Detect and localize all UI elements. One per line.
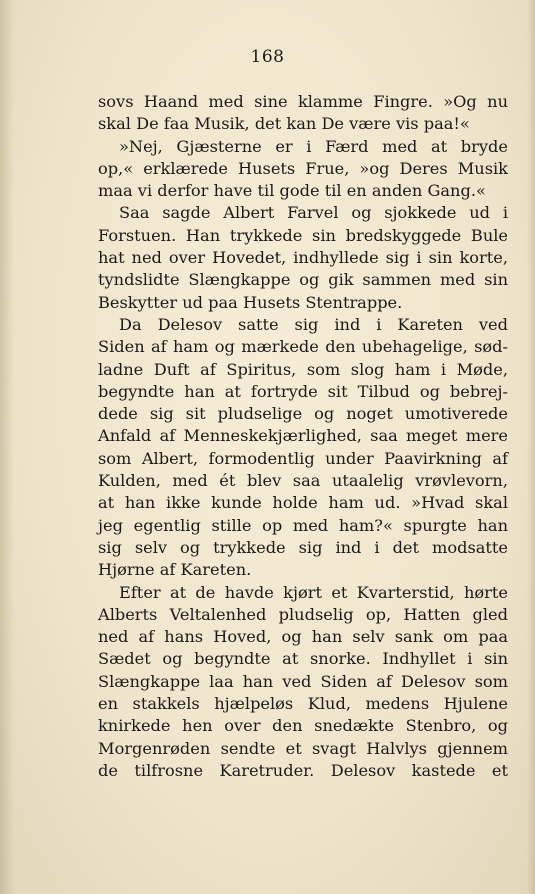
text-line: tyndslidte Slængkappe og gik sammen med sin: [98, 270, 508, 290]
text-line: Forstuen. Han trykkede sin bredskyggede Bule: [98, 225, 508, 245]
text-line: jeg egentlig stille op med ham?« spurgte han: [98, 515, 508, 535]
text-line: hat ned over Hovedet, indhyllede sig i sin korte,: [98, 248, 508, 268]
text-line: »Nej, Gjæsterne er i Færd med at bryde: [119, 136, 508, 156]
text-line: maa vi derfor have til gode til en anden Gang.«: [98, 181, 486, 201]
text-line: Sædet og begyndte at snorke. Indhyllet i sin: [98, 649, 508, 669]
text-line: Hjørne af Kareten.: [98, 560, 252, 580]
text-line: Efter at de havde kjørt et Kvarterstid, hørte: [119, 582, 508, 602]
text-line: Slængkappe laa han ved Siden af Delesov som: [98, 671, 508, 691]
text-line: knirkede hen over den snedækte Stenbro, og: [98, 716, 508, 736]
text-line: Siden af ham og mærkede den ubehagelige, sød-: [98, 337, 508, 357]
text-line: sovs Haand med sine klamme Fingre. »Og nu: [98, 92, 508, 111]
text-line: dede sig sit pludselige og noget umotiverede: [98, 404, 508, 424]
text-line: at han ikke kunde holde ham ud. »Hvad skal: [98, 493, 508, 513]
text-line: op,« erklærede Husets Frue, »og Deres Musik: [98, 158, 508, 178]
text-line: Kulden, med ét blev saa utaalelig vrøvlevorn,: [98, 471, 508, 491]
page-edge-shadow: [527, 0, 535, 894]
text-line: Da Delesov satte sig ind i Kareten ved: [119, 314, 508, 334]
text-line: som Albert, formodentlig under Paavirkning af: [98, 448, 508, 468]
text-line: ned af hans Hoved, og han selv sank om paa: [98, 627, 508, 647]
text-line: skal De faa Musik, det kan De være vis paa!«: [98, 114, 470, 134]
text-line: begyndte han at fortryde sit Tilbud og bebrej-: [98, 381, 508, 401]
page-number: 168: [250, 47, 285, 67]
text-line: Saa sagde Albert Farvel og sjokkede ud i: [119, 203, 508, 223]
page-gutter-shadow: [0, 0, 14, 894]
text-line: Morgenrøden sendte et svagt Halvlys gjennem: [98, 738, 508, 758]
text-line: Anfald af Menneskekjærlighed, saa meget mere: [98, 426, 508, 446]
text-line: de tilfrosne Karetruder. Delesov kastede et: [98, 760, 508, 780]
text-line: sig selv og trykkede sig ind i det modsatte: [98, 537, 508, 557]
text-line: Beskytter ud paa Husets Stentrappe.: [98, 292, 403, 312]
body-text: [98, 91, 508, 782]
text-line: Alberts Veltalenhed pludselig op, Hatten gled: [98, 604, 508, 624]
text-line: ladne Duft af Spiritus, som slog ham i Møde,: [98, 359, 508, 379]
text-line: en stakkels hjælpeløs Klud, medens Hjulene: [98, 694, 508, 714]
